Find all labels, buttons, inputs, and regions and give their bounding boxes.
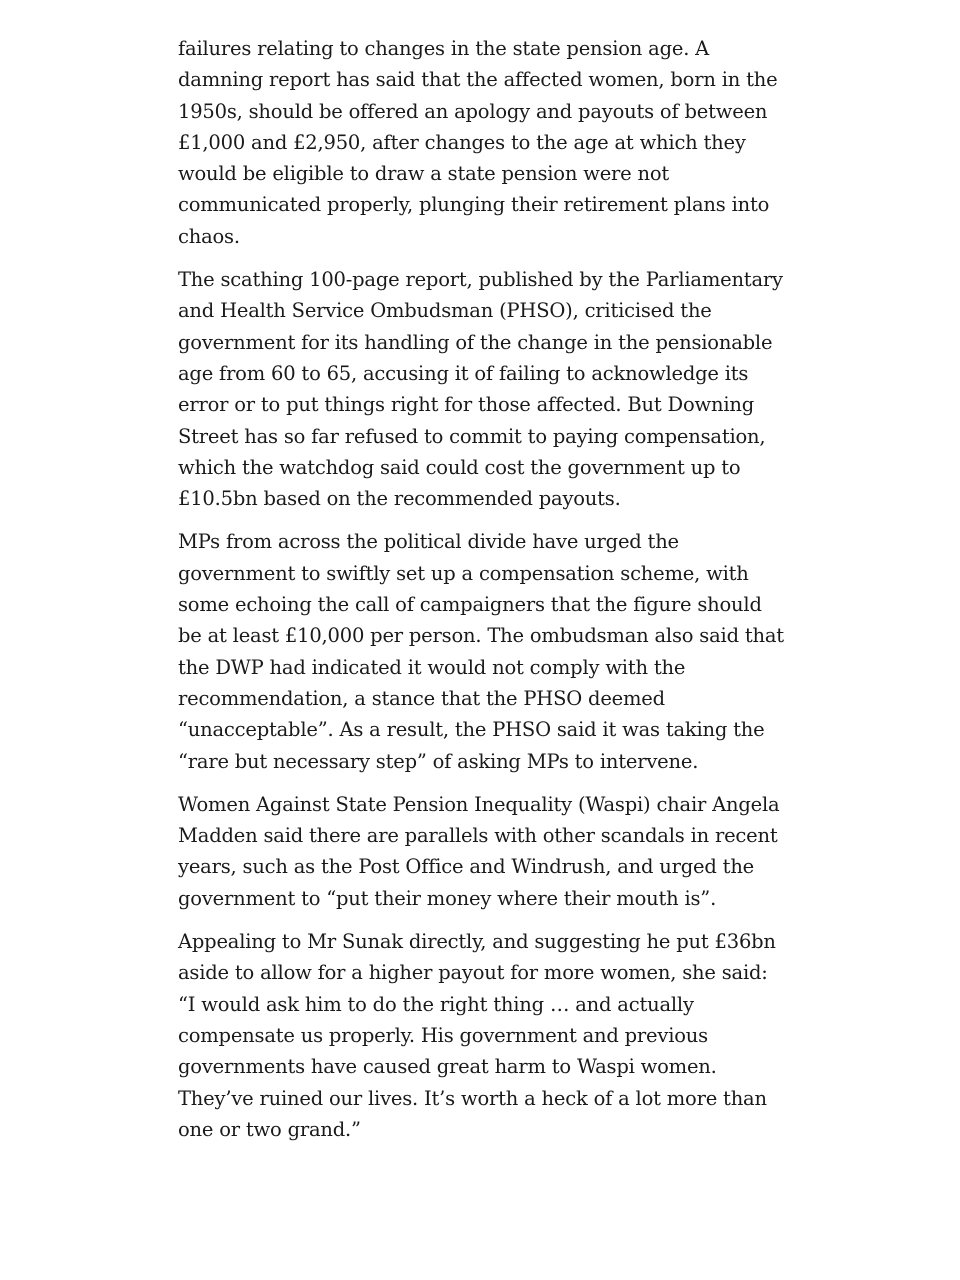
article-paragraph: The scathing 100-page report, published by the Parliamentary and Health Service Ombudsman (PHSO), criticised the government for its handling of the change in the pensionable age from 60 to 65, accusing it of failing to acknowledge its error or to put things right for those affected. But Downing Street has so far refused to commit to paying compensation, which the watchdog said could cost the government up to £10.5bn based on the recommended payouts. [178, 268, 783, 511]
article-paragraph: Women Against State Pension Inequality (Waspi) chair Angela Madden said there are parallels with other scandals in recent years, such as the Post Office and Windrush, and urged the government to “put their money where their mouth is”. [178, 792, 780, 910]
article-paragraph: MPs from across the political divide have urged the government to swiftly set up a compensation scheme, with some echoing the call of campaigners that the figure should be at least £10,000 per person. The ombudsman also said that the DWP had indicated it would not comply with the recommendation, a stance that the PHSO deemed “unacceptable”. As a result, the PHSO said it was taking the “rare but necessary step” of asking MPs to intervene. [178, 530, 784, 773]
article-paragraph: failures relating to changes in the state pension age. A damning report has said that the affected women, born in the 1950s, should be offered an apology and payouts of between £1,000 and £2,950, after changes to the age at which they would be eligible to draw a state pension were not communicated properly, plunging their retirement plans into chaos. [178, 37, 778, 248]
article-body [178, 33, 786, 1157]
article-paragraph: Appealing to Mr Sunak directly, and suggesting he put £36bn aside to allow for a higher payout for more women, she said: “I would ask him to do the right thing … and actually compensate us properly. His government and previous governments have caused great harm to Waspi women. They’ve ruined our lives. It’s worth a heck of a lot more than one or two grand.” [178, 930, 776, 1141]
